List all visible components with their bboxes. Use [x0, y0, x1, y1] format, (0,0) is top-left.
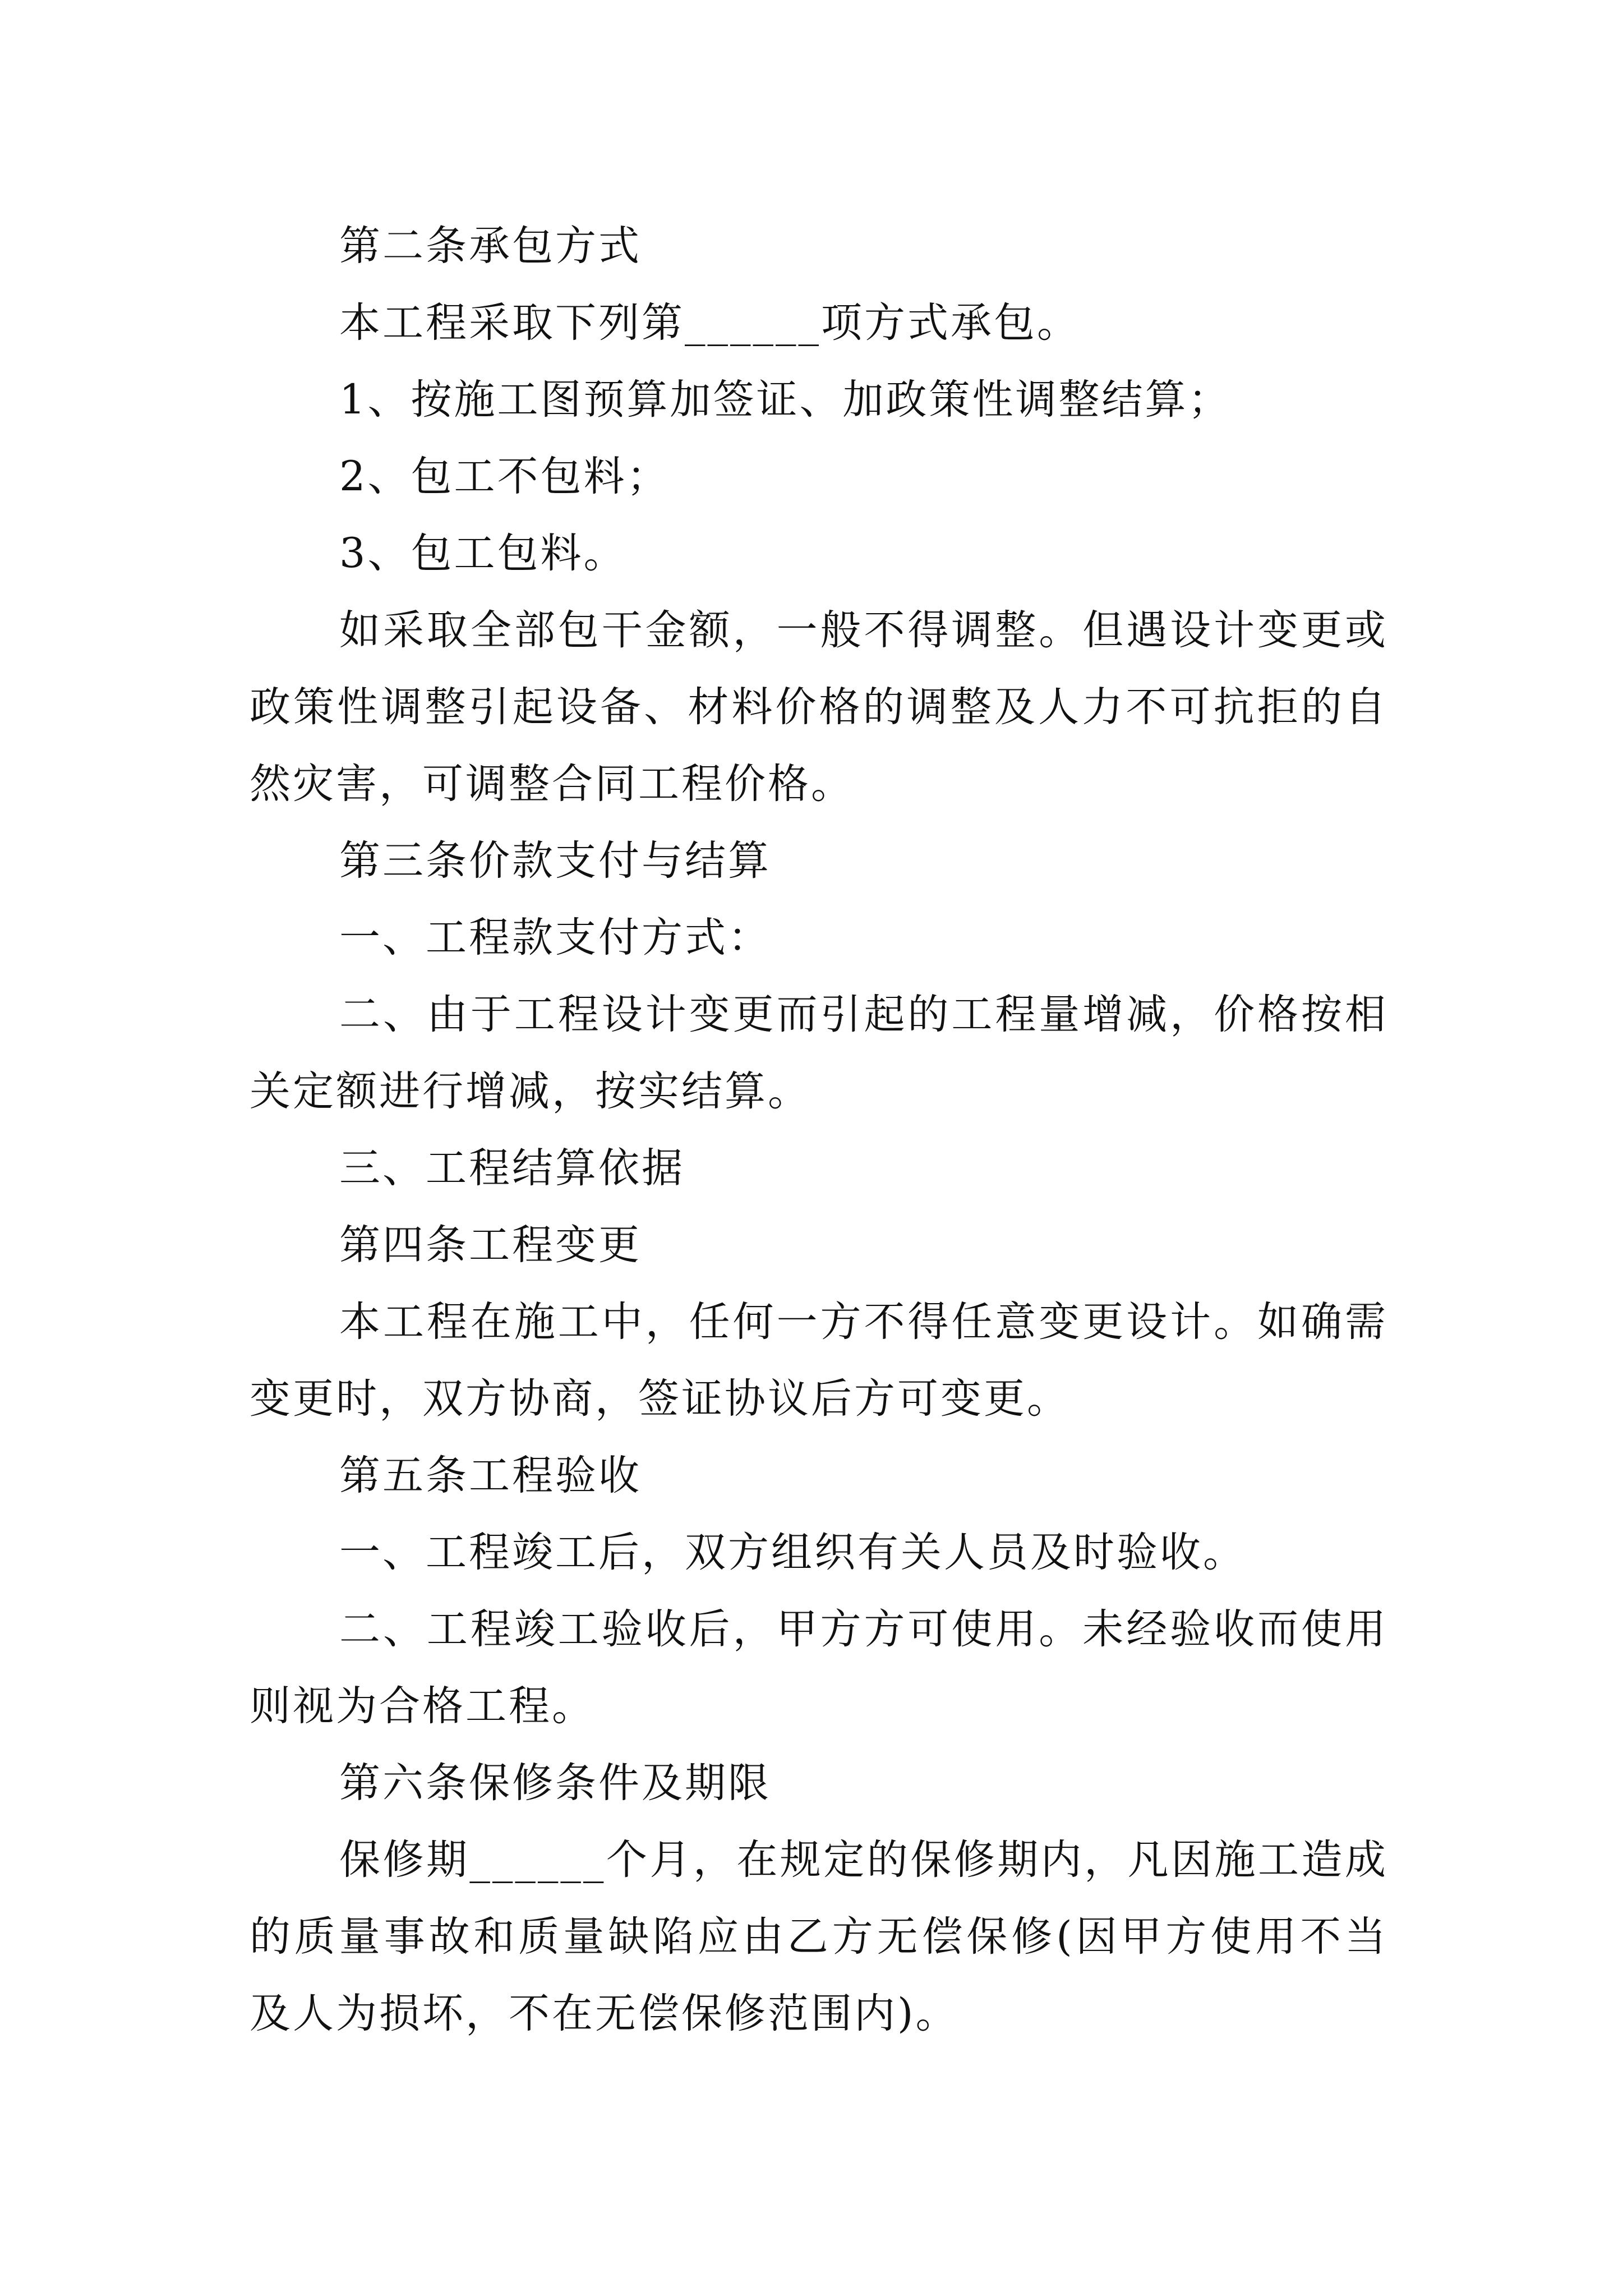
- section-heading-project-change: 第四条工程变更: [339, 1221, 642, 1269]
- list-item-option-2: 2、包工不包料；: [339, 453, 670, 500]
- paragraph-payment-method: 一、工程款支付方式：: [339, 914, 771, 961]
- paragraph-acceptance-use: 二、工程竣工验收后，甲方方可使用。未经验收而使用则视为合格工程。: [250, 1605, 1388, 1730]
- list-item-option-1: 1、按施工图预算加签证、加政策性调整结算；: [339, 376, 1232, 424]
- paragraph-contract-choice: 本工程采取下列第______项方式承包。: [339, 299, 1080, 347]
- section-heading-contract-method: 第二条承包方式: [339, 222, 642, 270]
- paragraph-change-rules: 本工程在施工中，任何一方不得任意变更设计。如确需变更时，双方协商，签证协议后方可变更。: [250, 1298, 1388, 1423]
- section-heading-payment: 第三条价款支付与结算: [339, 837, 771, 885]
- document-body: [250, 208, 1388, 2052]
- section-heading-warranty: 第六条保修条件及期限: [339, 1759, 771, 1807]
- paragraph-settlement-basis: 三、工程结算依据: [339, 1144, 685, 1192]
- list-item-option-3: 3、包工包料。: [339, 530, 627, 577]
- paragraph-design-change-settlement: 二、由于工程设计变更而引起的工程量增减，价格按相关定额进行增减，按实结算。: [250, 991, 1388, 1115]
- paragraph-warranty-period: 保修期______个月，在规定的保修期内，凡因施工造成的质量事故和质量缺陷应由乙方无偿保修(因甲方使用不当及人为损坏，不在无偿保修范围内)。: [250, 1836, 1388, 2037]
- paragraph-acceptance-timely: 一、工程竣工后，双方组织有关人员及时验收。: [339, 1529, 1246, 1576]
- paragraph-lump-sum-adjustment: 如采取全部包干金额，一般不得调整。但遇设计变更或政策性调整引起设备、材料价格的调整及人力不可抗拒的自然灾害，可调整合同工程价格。: [250, 606, 1388, 808]
- section-heading-acceptance: 第五条工程验收: [339, 1452, 642, 1499]
